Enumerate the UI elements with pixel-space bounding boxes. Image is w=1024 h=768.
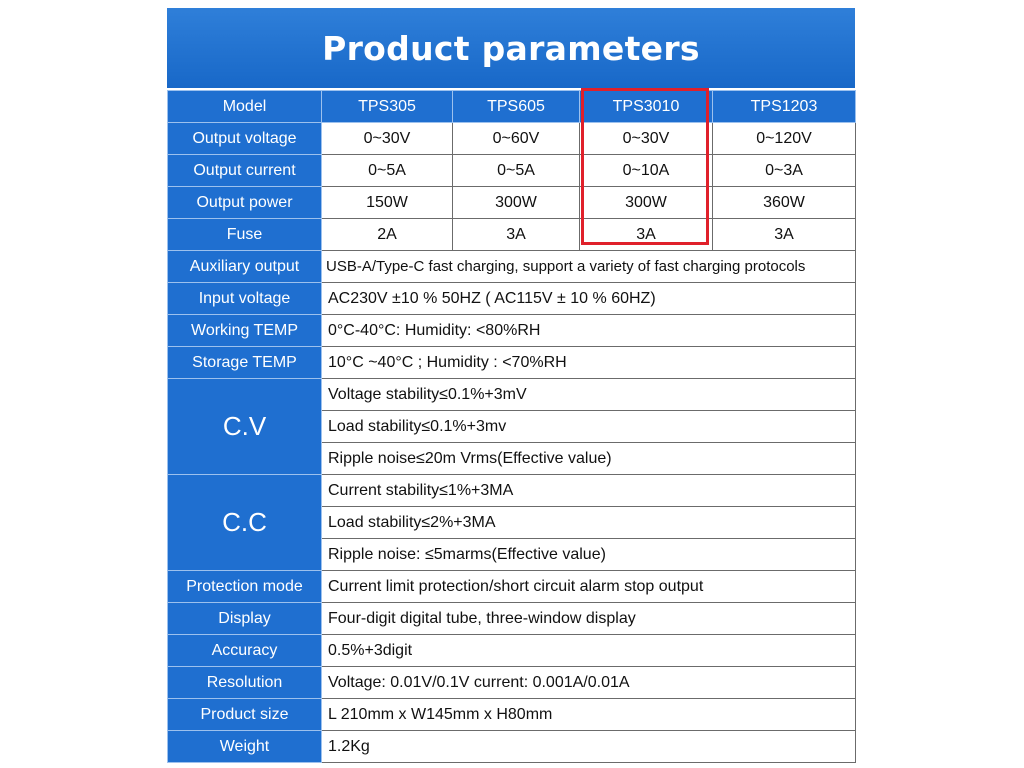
table-row (168, 187, 856, 219)
cv-label: C.V (168, 379, 322, 475)
row-label: Fuse (168, 219, 322, 251)
table-row (168, 379, 856, 411)
table-cell: Current stability≤1%+3MA (322, 475, 856, 507)
row-label: Display (168, 603, 322, 635)
row-label: Output power (168, 187, 322, 219)
table-row (168, 315, 856, 347)
table-row (168, 123, 856, 155)
row-label: Output current (168, 155, 322, 187)
row-label: Protection mode (168, 571, 322, 603)
table-cell: 0~10A (580, 155, 713, 187)
table-cell: Load stability≤2%+3MA (322, 507, 856, 539)
table-cell: 360W (713, 187, 856, 219)
row-label: Product size (168, 699, 322, 731)
row-label: Weight (168, 731, 322, 763)
table-cell: 3A (713, 219, 856, 251)
table-cell: Load stability≤0.1%+3mv (322, 411, 856, 443)
table-row (168, 251, 856, 283)
table-cell: 3A (453, 219, 580, 251)
product-parameters-sheet (167, 8, 855, 760)
model-tps605: TPS605 (453, 91, 580, 123)
table-cell: 0~5A (453, 155, 580, 187)
table-cell: Voltage: 0.01V/0.1V current: 0.001A/0.01A (322, 667, 856, 699)
model-tps305: TPS305 (322, 91, 453, 123)
table-cell: Voltage stability≤0.1%+3mV (322, 379, 856, 411)
row-label: Auxiliary output (168, 251, 322, 283)
spec-table (167, 90, 856, 763)
table-cell: 0~30V (580, 123, 713, 155)
table-row (168, 699, 856, 731)
table-cell: 2A (322, 219, 453, 251)
row-label: Output voltage (168, 123, 322, 155)
model-header-row (168, 91, 856, 123)
row-label: Storage TEMP (168, 347, 322, 379)
table-row (168, 219, 856, 251)
page-title: Product parameters (322, 28, 700, 68)
table-cell: 0°C-40°C: Humidity: <80%RH (322, 315, 856, 347)
table-cell: Four-digit digital tube, three-window display (322, 603, 856, 635)
table-cell: 3A (580, 219, 713, 251)
table-cell: 300W (580, 187, 713, 219)
table-cell: 150W (322, 187, 453, 219)
title-banner (167, 8, 855, 88)
table-row (168, 635, 856, 667)
table-cell: Current limit protection/short circuit alarm stop output (322, 571, 856, 603)
model-label: Model (168, 91, 322, 123)
table-cell: 300W (453, 187, 580, 219)
table-cell: 0~120V (713, 123, 856, 155)
table-row (168, 283, 856, 315)
table-cell: Ripple noise: ≤5marms(Effective value) (322, 539, 856, 571)
table-row (168, 731, 856, 763)
table-cell: 0~3A (713, 155, 856, 187)
model-tps1203: TPS1203 (713, 91, 856, 123)
table-cell: 1.2Kg (322, 731, 856, 763)
table-row (168, 571, 856, 603)
table-row (168, 475, 856, 507)
table-cell: 10°C ~40°C ; Humidity : <70%RH (322, 347, 856, 379)
table-row (168, 667, 856, 699)
table-cell: 0.5%+3digit (322, 635, 856, 667)
model-tps3010: TPS3010 (580, 91, 713, 123)
table-cell: 0~60V (453, 123, 580, 155)
table-cell: USB-A/Type-C fast charging, support a variety of fast charging protocols (322, 251, 856, 283)
row-label: Accuracy (168, 635, 322, 667)
table-cell: 0~30V (322, 123, 453, 155)
table-row (168, 603, 856, 635)
cc-label: C.C (168, 475, 322, 571)
table-row (168, 347, 856, 379)
table-cell: 0~5A (322, 155, 453, 187)
table-row (168, 155, 856, 187)
row-label: Resolution (168, 667, 322, 699)
row-label: Working TEMP (168, 315, 322, 347)
row-label: Input voltage (168, 283, 322, 315)
table-cell: Ripple noise≤20m Vrms(Effective value) (322, 443, 856, 475)
table-cell: L 210mm x W145mm x H80mm (322, 699, 856, 731)
table-cell: AC230V ±10 % 50HZ ( AC115V ± 10 % 60HZ) (322, 283, 856, 315)
